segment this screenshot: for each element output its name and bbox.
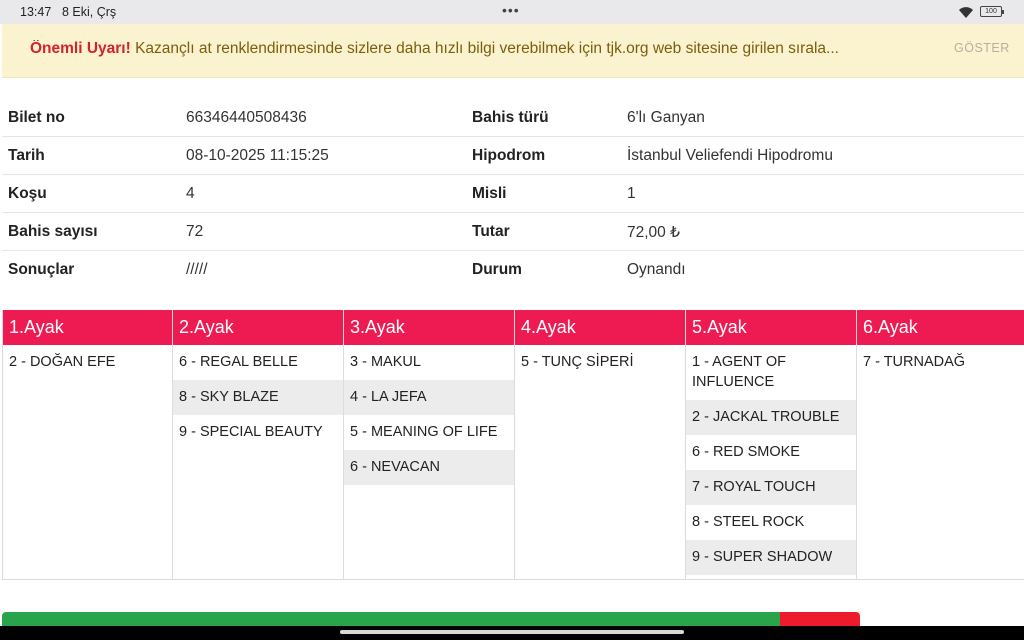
horse-item: 1 - AGENT OF INFLUENCE [692, 354, 787, 390]
warning-lead: Önemli Uyarı! [30, 40, 131, 57]
ticket-info-row [2, 175, 1024, 213]
horse-item: 3 - MAKUL [350, 354, 421, 370]
leg-column [515, 310, 686, 580]
show-button[interactable]: GÖSTER [954, 41, 1010, 55]
leg-header: 4.Ayak [515, 310, 685, 345]
horse-item: 6 - REGAL BELLE [179, 354, 298, 370]
warning-text: Kazançlı at renklendirmesinde sizlere daha hızlı bilgi verebilmek için tjk.org web sitesine girilen sırala... [135, 40, 839, 57]
ticket-info-row [2, 213, 1024, 251]
leg-column [686, 310, 857, 580]
status-time: 13:47 [20, 5, 52, 19]
status-bar [0, 0, 1024, 24]
leg-header: 1.Ayak [3, 310, 172, 345]
results-value: ///// [186, 261, 208, 278]
leg-header: 2.Ayak [173, 310, 343, 345]
system-nav-bar [0, 626, 1024, 640]
ticket-number-label: Bilet no [8, 109, 65, 126]
bet-count-value: 72 [186, 223, 204, 240]
horse-item: 7 - TURNADAĞ [863, 354, 966, 370]
results-label: Sonuçlar [8, 261, 75, 278]
leg-column [2, 310, 173, 580]
multiplier-label: Misli [472, 185, 507, 202]
primary-action-button[interactable] [2, 612, 780, 626]
horse-item: 8 - STEEL ROCK [692, 514, 805, 530]
horse-item: 9 - SPECIAL BEAUTY [179, 424, 323, 440]
horse-item: 6 - RED SMOKE [692, 444, 800, 460]
bet-type-label: Bahis türü [472, 109, 549, 126]
ticket-info-row [2, 251, 1024, 289]
horse-item: 5 - MEANING OF LIFE [350, 424, 498, 440]
secondary-action-button[interactable] [780, 612, 860, 626]
horse-item: 2 - JACKAL TROUBLE [686, 400, 856, 435]
date-label: Tarih [8, 147, 45, 164]
leg-header: 6.Ayak [857, 310, 1024, 345]
horse-item: 7 - ROYAL TOUCH [686, 470, 856, 505]
hippodrome-label: Hipodrom [472, 147, 546, 164]
horse-item: 2 - DOĞAN EFE [9, 354, 116, 370]
multiplier-value: 1 [627, 185, 636, 202]
ticket-info-row [2, 137, 1024, 175]
home-gesture-handle[interactable] [340, 630, 684, 634]
hippodrome-value: İstanbul Veliefendi Hipodromu [627, 147, 833, 164]
horse-item: 6 - NEVACAN [344, 450, 514, 485]
battery-icon: 100 [980, 6, 1002, 17]
legs-grid [2, 310, 1024, 580]
ticket-number-value: 66346440508436 [186, 109, 307, 126]
status-value: Oynandı [627, 261, 686, 278]
horse-item: 5 - TUNÇ SİPERİ [521, 354, 634, 370]
leg-column [173, 310, 344, 580]
horse-item: 4 - LA JEFA [344, 380, 514, 415]
leg-column [344, 310, 515, 580]
warning-banner [2, 24, 1024, 78]
bet-type-value: 6'lı Ganyan [627, 109, 705, 126]
ticket-info-row [2, 99, 1024, 137]
date-value: 08-10-2025 11:15:25 [186, 147, 329, 164]
status-label: Durum [472, 261, 522, 278]
status-date: 8 Eki, Çrş [62, 5, 117, 19]
warning-message [30, 40, 916, 58]
leg-header: 3.Ayak [344, 310, 514, 345]
bet-count-label: Bahis sayısı [8, 223, 98, 240]
race-value: 4 [186, 185, 195, 202]
ticket-info-table [2, 99, 1024, 289]
race-label: Koşu [8, 185, 47, 202]
leg-column [857, 310, 1024, 580]
amount-label: Tutar [472, 223, 510, 240]
leg-header: 5.Ayak [686, 310, 856, 345]
wifi-icon [958, 5, 974, 19]
horse-item: 8 - SKY BLAZE [173, 380, 343, 415]
amount-value: 72,00 ₺ [627, 224, 680, 241]
window-menu-dots-icon[interactable]: ••• [502, 2, 520, 18]
horse-item: 9 - SUPER SHADOW [686, 540, 856, 575]
